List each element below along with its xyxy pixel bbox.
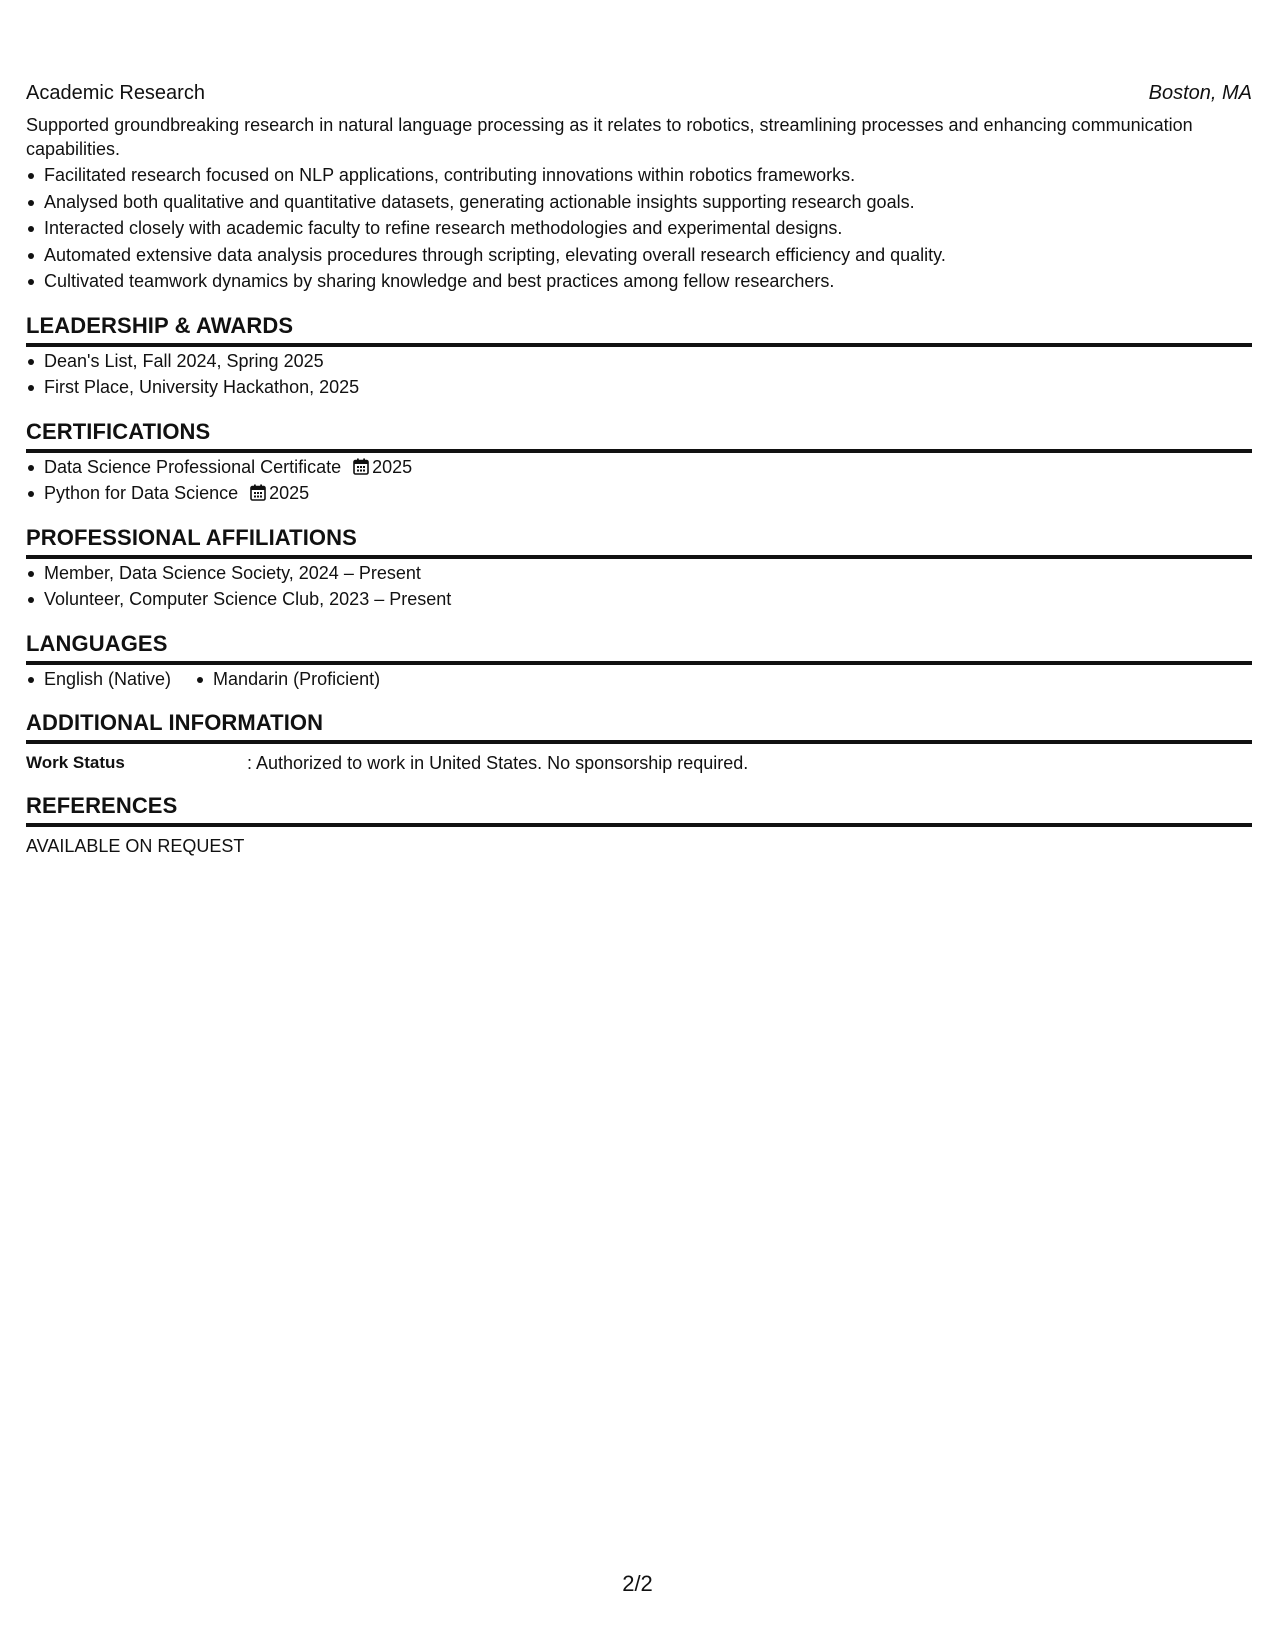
page-number: 2/2 — [622, 1571, 653, 1596]
work-status-label: Work Status — [26, 753, 125, 772]
experience-title: Academic Research — [26, 82, 205, 104]
section-heading-certifications: CERTIFICATIONS — [26, 419, 1252, 453]
certification-year: 2025 — [269, 483, 310, 503]
list-item: Automated extensive data analysis procedures through scripting, elevating overall research efficiency and quality. — [26, 242, 1252, 269]
leadership-list — [26, 348, 1252, 401]
calendar-icon — [250, 484, 266, 501]
section-heading-additional-information: ADDITIONAL INFORMATION — [26, 710, 1252, 744]
list-item: Cultivated teamwork dynamics by sharing knowledge and best practices among fellow researchers. — [26, 268, 1252, 295]
language-item: Mandarin (Proficient) — [195, 666, 380, 693]
list-item: Interacted closely with academic faculty to refine research methodologies and experimental designs. — [26, 215, 1252, 242]
work-status-value: : Authorized to work in United States. No sponsorship required. — [247, 753, 749, 773]
section-heading-languages: LANGUAGES — [26, 631, 1252, 665]
certification-item — [26, 480, 1252, 507]
certification-name: Data Science Professional Certificate — [44, 456, 342, 477]
list-item: Analysed both qualitative and quantitative datasets, generating actionable insights supporting research goals. — [26, 189, 1252, 216]
resume-page — [26, 80, 1252, 858]
references-text: AVAILABLE ON REQUEST — [26, 836, 245, 856]
certification-item — [26, 454, 1252, 481]
affiliations-list — [26, 560, 1252, 613]
section-heading-affiliations: PROFESSIONAL AFFILIATIONS — [26, 525, 1252, 559]
calendar-icon — [353, 458, 369, 475]
section-heading-references: REFERENCES — [26, 793, 1252, 827]
list-item: Facilitated research focused on NLP applications, contributing innovations within robotics frameworks. — [26, 162, 1252, 189]
list-item: First Place, University Hackathon, 2025 — [26, 374, 1252, 401]
section-heading-leadership: LEADERSHIP & AWARDS — [26, 313, 1252, 347]
list-item: Volunteer, Computer Science Club, 2023 – Present — [26, 586, 1252, 613]
experience-bullets — [26, 162, 1252, 295]
list-item: Member, Data Science Society, 2024 – Present — [26, 560, 1252, 587]
list-item: Dean's List, Fall 2024, Spring 2025 — [26, 348, 1252, 375]
certification-year: 2025 — [372, 456, 413, 477]
certifications-list — [26, 454, 1252, 507]
work-status-row — [26, 751, 1252, 775]
experience-header — [26, 80, 1252, 106]
experience-summary: Supported groundbreaking research in natural language processing as it relates to robotics, streamlining processes and enhancing communication capabilities. — [26, 115, 1193, 159]
languages-list — [26, 666, 1252, 693]
certification-name: Python for Data Science — [44, 483, 239, 503]
language-item: English (Native) — [26, 666, 171, 693]
experience-location: Boston, MA — [1148, 82, 1252, 104]
